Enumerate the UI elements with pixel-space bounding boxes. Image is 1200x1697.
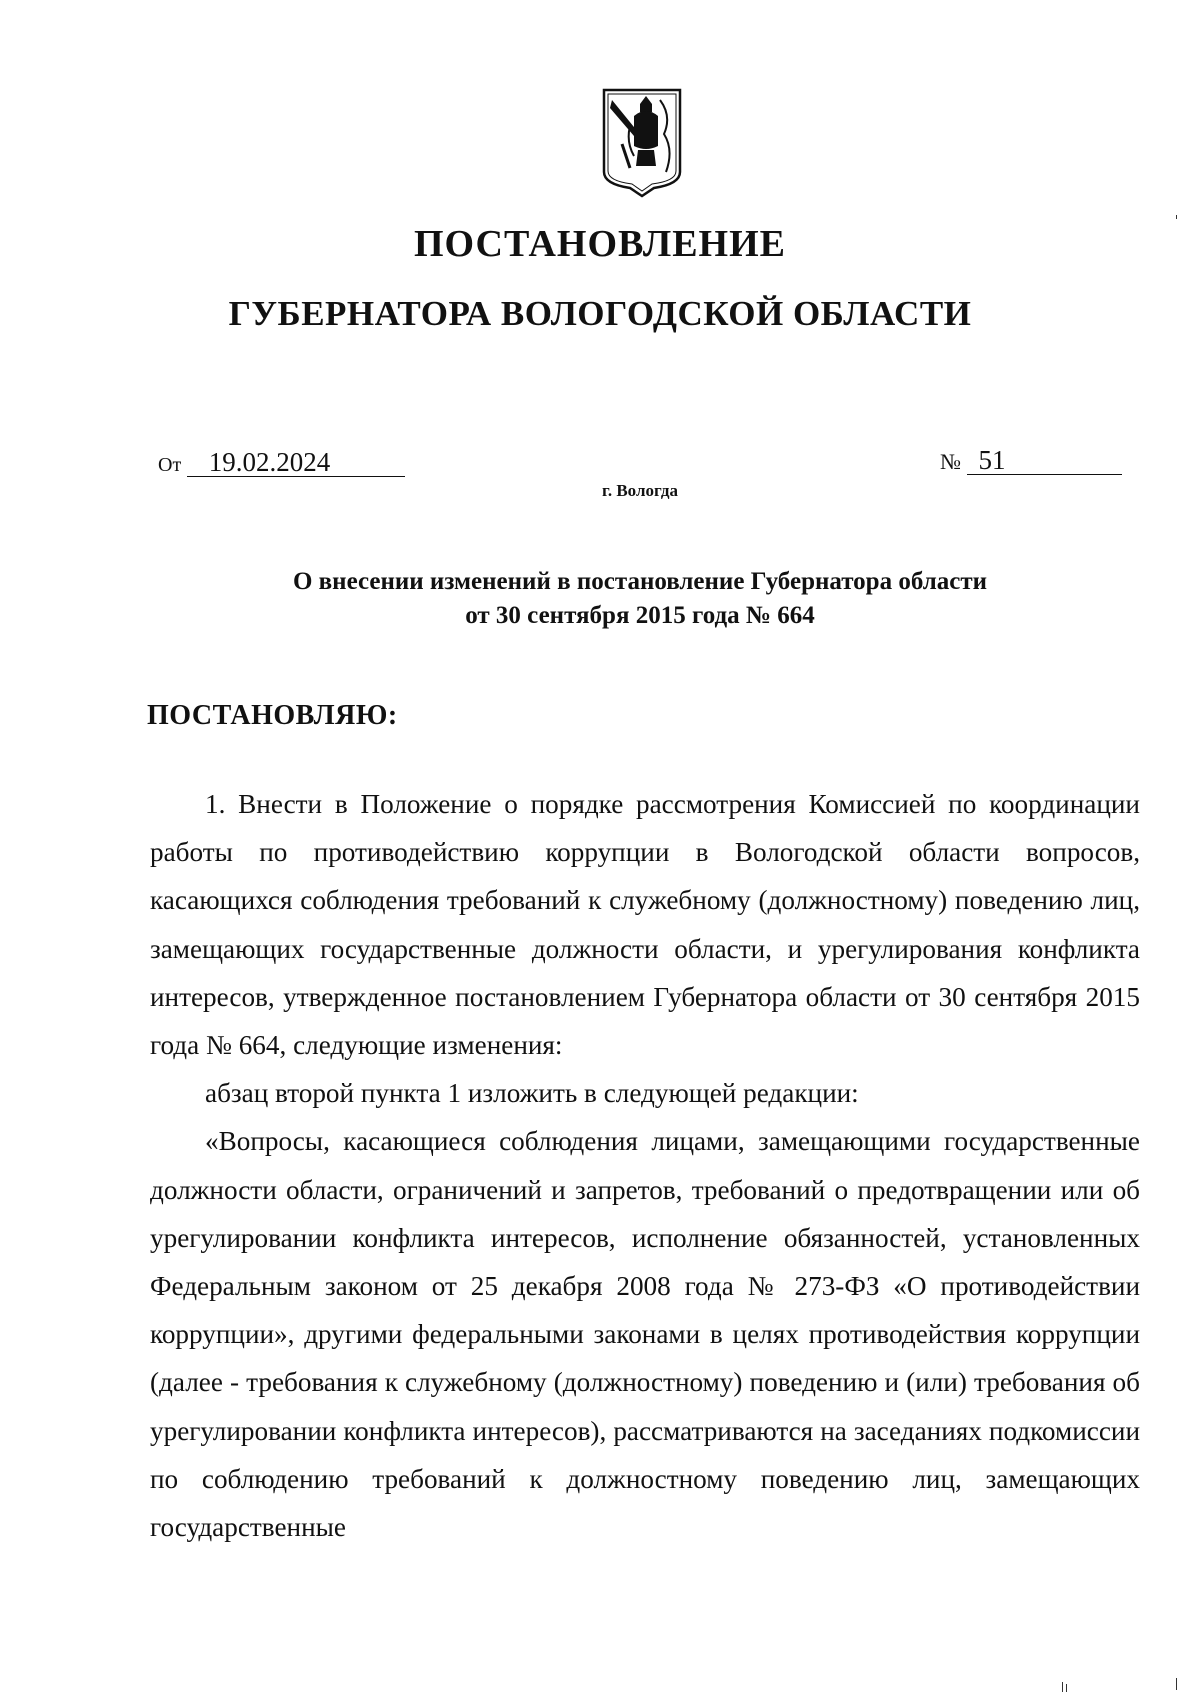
document-number: 51	[967, 446, 1122, 475]
scan-artifact	[1062, 1682, 1063, 1692]
document-date-field	[158, 448, 405, 477]
paragraph-3: «Вопросы, касающиеся соблюдения лицами, замещающими государственные должности области, ограничений и запретов, требований о предотвращении или об урегулировании конфликта интересов, исполнение обязанностей, установленных Федеральным законом от 25 декабря 2008 года № 273-ФЗ «О противодействии коррупции», другими федеральными законами в целях противодействия коррупции (далее - требования к служебному (должностному) поведению и (или) требования об урегулировании конфликта интересов), рассматриваются на заседаниях подкомиссии по соблюдению требований к должностному поведению лиц, замещающих государственные	[150, 1126, 1140, 1543]
subject-line-1: О внесении изменений в постановление Губернатора области	[292, 568, 988, 595]
scan-artifact	[1176, 1678, 1177, 1690]
document-number-field	[940, 446, 1122, 475]
document-title: ПОСТАНОВЛЕНИЕ	[413, 223, 787, 265]
subject-line-2: от 30 сентября 2015 года № 664	[465, 602, 815, 629]
document-date: 19.02.2024	[187, 448, 405, 477]
issuing-city: г. Вологда	[602, 481, 678, 500]
document-subject	[150, 565, 1130, 633]
scan-artifact	[1066, 1684, 1067, 1692]
number-label: №	[940, 449, 961, 474]
coat-of-arms-icon	[600, 86, 684, 198]
paragraph-1: 1. Внести в Положение о порядке рассмотрения Комиссией по координации работы по противодействию коррупции в Вологодской области вопросов, касающихся соблюдения требований к служебному (должностному) поведению лиц, замещающих государственные должности области, и урегулирования конфликта интересов, утвержденное постановлением Губернатора области от 30 сентября 2015 года № 664, следующие изменения:	[150, 789, 1140, 1061]
coat-of-arms-emblem	[600, 86, 684, 198]
decree-heading: ПОСТАНОВЛЯЮ:	[147, 700, 398, 731]
document-issuer: ГУБЕРНАТОРА ВОЛОГОДСКОЙ ОБЛАСТИ	[228, 294, 972, 333]
document-body	[150, 780, 1140, 1551]
date-label: От	[158, 454, 182, 476]
scan-artifact	[1176, 215, 1177, 219]
paragraph-2: абзац второй пункта 1 изложить в следующей редакции:	[205, 1078, 859, 1109]
